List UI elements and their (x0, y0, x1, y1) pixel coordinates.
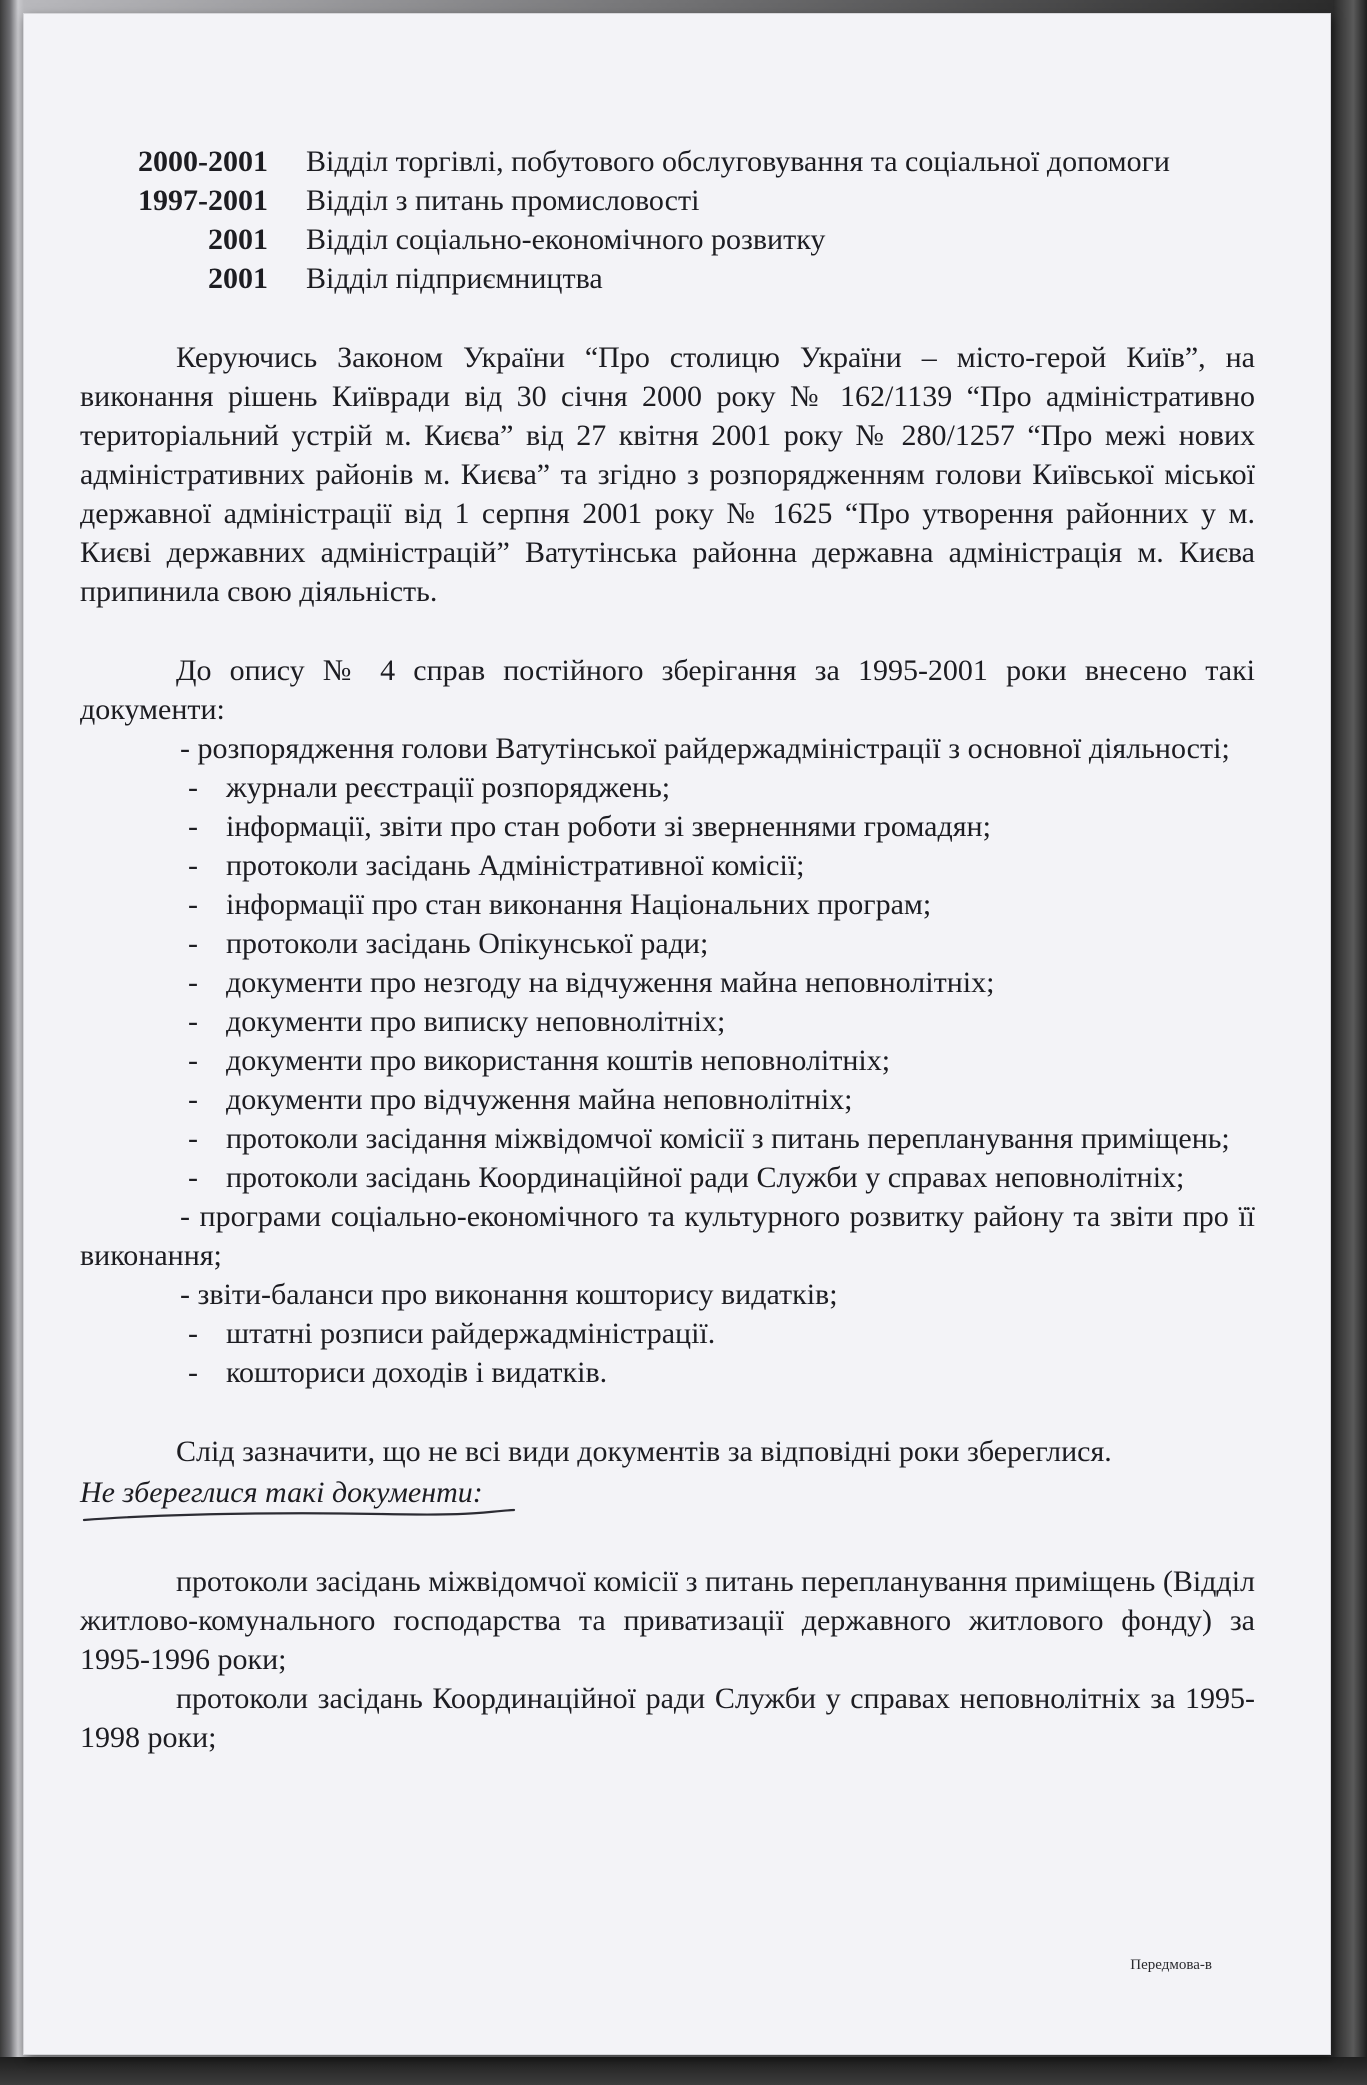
department-name: Відділ з питань промисловості (306, 184, 700, 217)
list-item: - документи про незгоду на відчуження майна неповнолітніх; (188, 966, 995, 999)
list-item: - документи про відчуження майна неповнолітніх; (188, 1083, 853, 1116)
department-name: Відділ торгівлі, побутового обслуговування та соціальної допомоги (306, 145, 1170, 178)
paragraph-law-basis: Керуючись Законом України “Про столицю України – місто-герой Київ”, на виконання рішень Київради від 30 січня 2000 року № 162/1139 “Про адміністративно територіальний устрій м. Києва” від 27 квітня 2001 року № 280/1257 “Про межі нових адміністративних районів м. Києва” та згідно з розпорядженням голови Київської міської державної адміністрації від 1 серпня 2001 року № 1625 “Про утворення районних у м. Києві державних адміністрацій” Ватутінська районна державна адміністрація м. Києва припинила свою діяльність. (80, 341, 1255, 608)
scan-edge-bottom (0, 2057, 1367, 2085)
department-name: Відділ підприємництва (306, 262, 603, 295)
list-item: - протоколи засідань Адміністративної комісії; (188, 849, 805, 882)
list-item: - протоколи засідань Опікунської ради; (188, 927, 709, 960)
pen-stroke-icon (80, 1506, 520, 1526)
inventory-list (80, 768, 1255, 1197)
list-item: - інформації, звіти про стан роботи зі зверненнями громадян; (188, 810, 991, 843)
list-item: - інформації про стан виконання Національних програм; (188, 888, 932, 921)
department-name: Відділ соціально-економічного розвитку (306, 223, 826, 256)
paragraph-inventory-intro: До опису № 4 справ постійного зберігання за 1995-2001 роки внесено такі документи: (80, 654, 1255, 726)
list-item: - документи про виписку неповнолітніх; (188, 1005, 726, 1038)
department-years: 2001 (208, 223, 268, 256)
department-years: 2001 (208, 262, 268, 295)
department-row (80, 142, 1255, 181)
department-row (80, 181, 1255, 220)
list-item: - протоколи засідання міжвідомчої комісії з питань перепланування приміщень; (188, 1122, 1230, 1155)
page-content (80, 142, 1255, 1757)
page-footer-code: Передмова-в (1130, 1957, 1212, 1973)
paragraph-not-saved-2: протоколи засідань Координаційної ради Служби у справах неповнолітніх за 1995-1998 роки; (80, 1682, 1255, 1754)
document-page (24, 14, 1330, 2054)
department-years: 1997-2001 (138, 184, 268, 217)
list-item: - протоколи засідань Координаційної ради Служби у справах неповнолітніх; (188, 1161, 1185, 1194)
inventory-item-balances: - звіти-баланси про виконання кошторису видатків; (180, 1278, 838, 1311)
list-item: - журнали реєстрації розпоряджень; (188, 771, 671, 804)
scan-edge-right (1333, 0, 1367, 2085)
list-item: - документи про використання коштів неповнолітніх; (188, 1044, 891, 1077)
department-row (80, 259, 1255, 298)
pen-underline (80, 1512, 1255, 1528)
inventory-item-first: - розпорядження голови Ватутінської райдержадміністрації з основної діяльності; (180, 732, 1230, 765)
list-item: - штатні розписи райдержадміністрації. (188, 1317, 716, 1350)
paragraph-note: Слід зазначити, що не всі види документів за відповідні роки збереглися. (176, 1435, 1112, 1468)
paragraph-not-saved-1: протоколи засідань міжвідомчої комісії з питань перепланування приміщень (Відділ житлово-комунального господарства та приватизації державного житлового фонду) за 1995-1996 роки; (80, 1565, 1255, 1676)
department-list (80, 142, 1255, 298)
inventory-item-programs: - програми соціально-економічного та культурного розвитку району та звіти про її виконання; (80, 1200, 1255, 1272)
department-row (80, 220, 1255, 259)
not-saved-heading: Не збереглися такі документи: (80, 1476, 483, 1509)
list-item: - кошториси доходів і видатків. (188, 1356, 608, 1389)
department-years: 2000-2001 (138, 145, 268, 178)
